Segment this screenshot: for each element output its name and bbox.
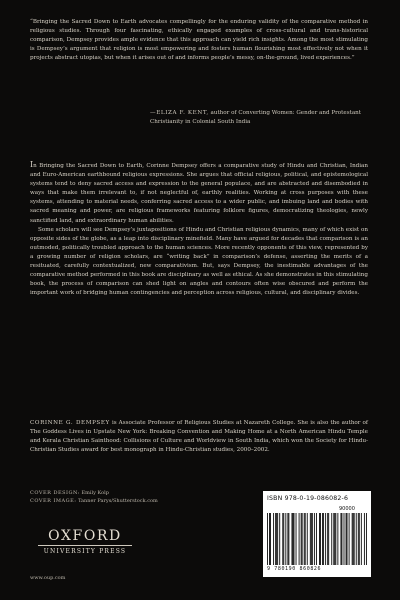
- barcode-bar: [353, 513, 354, 565]
- cover-design-credit: [30, 489, 230, 497]
- barcode-bar: [328, 513, 329, 565]
- endorser-credential: author of Converting Women: Gender and Protestant Christianity in Colonial South India: [150, 110, 362, 125]
- barcode-bar: [301, 513, 302, 565]
- barcode-bar: [334, 513, 335, 565]
- barcode-bar: [352, 513, 353, 565]
- barcode-bar: [335, 513, 336, 565]
- barcode-bar: [359, 513, 360, 565]
- cover-design-label: COVER DESIGN:: [30, 490, 80, 496]
- barcode-bar: [364, 513, 365, 565]
- barcode-bar: [312, 513, 313, 565]
- barcode-digits: 9 780190 860826: [267, 566, 322, 572]
- book-description: [30, 160, 368, 298]
- barcode-bar: [299, 513, 300, 565]
- barcode-bar: [269, 513, 270, 565]
- publisher-logo: [30, 528, 140, 556]
- barcode-bar: [316, 513, 317, 565]
- endorsement-quote: [30, 18, 368, 63]
- author-bio-text: is Associate Professor of Religious Studies at Nazareth College. She is also the author of The Goddess Lives in Upstate New York: Breaking Convention and Making Home at a North American Hindu Temple and Kerala Christian Sainthood: Collisions of Culture and Worldview in South India, which won the Society for Hindu-Christian Studies award for best monograph in Hindu-Christian studies, 2000–2002.: [30, 420, 368, 454]
- barcode-bar: [270, 513, 271, 565]
- barcode-bar: [327, 513, 328, 565]
- barcode-bar: [296, 513, 297, 565]
- drop-cap: I: [30, 160, 34, 169]
- author-name: CORINNE G. DEMPSEY: [30, 420, 110, 426]
- barcode-bar: [349, 513, 350, 565]
- barcode-bar: [346, 513, 347, 565]
- endorser-name: —ELIZA F. KENT,: [150, 110, 209, 116]
- barcode-bar: [275, 513, 276, 565]
- cover-image-label: COVER IMAGE:: [30, 498, 77, 504]
- publisher-website: www.oup.com: [30, 575, 66, 581]
- cover-image-value: Tanner Parys/Shutterstock.com: [78, 498, 158, 504]
- barcode-bar: [340, 513, 341, 565]
- barcode-bar: [307, 513, 308, 565]
- barcode-bar: [288, 513, 289, 565]
- barcode-bar: [282, 513, 283, 565]
- cover-credits: [30, 489, 230, 505]
- barcode-bar: [323, 513, 324, 565]
- barcode-panel: [263, 491, 371, 577]
- barcode-bar: [320, 513, 321, 565]
- description-paragraph-2: Some scholars will see Dempsey’s juxtapositions of Hindu and Christian religious dynamics, many of which exist on opposite sides of the globe, as a leap into disciplinary minefield. Many have argued for decades that comparison is an outmoded, politically troubled approach to the human sciences. More recently opponents of this view, represented by a growing number of religion scholars, are “writing back” in comparison’s defense, asserting the merits of a resituated, carefully contextualized, new comparativism. But, says Dempsey, the inestimable advantages of the comparative method performed in this book are disciplinary as well as ethical. As she demonstrates in this stimulating book, the process of comparison can shed light on angles and contours often wise obscured and perform the important work of bridging human contingencies and perception across religious, cultural, and disciplinary divides.: [30, 226, 368, 297]
- barcode-bar: [354, 513, 355, 565]
- barcode-bar: [337, 513, 338, 565]
- barcode-bar: [311, 513, 312, 565]
- barcode-bar: [325, 513, 326, 565]
- barcode-bar: [283, 513, 284, 565]
- barcode-bar: [331, 513, 332, 565]
- barcode-bar: [305, 513, 306, 565]
- barcode-bar: [304, 513, 305, 565]
- barcode-bar: [302, 513, 303, 565]
- description-paragraph-1-text: n Bringing the Sacred Down to Earth, Corinne Dempsey offers a comparative study of Hindu and Christian, Indian and Euro-American earthbound religious expressions. She argues that official religious, political, and epistemological systems tend to deny sacred access and expression to the general populace, and are abstracted and disembodied in ways that make them irrelevant to, if not neglectful of, earthly realities. Working at cross purposes with these systems, attending to material needs, conferring sacred access to a wider public, and imbuing land and bodies with sacred meaning and power, are religious frameworks featuring folklore figures, democratizing theologies, newly sanctified land, and extraordinary human abilities.: [30, 163, 368, 224]
- publisher-name: OXFORD: [48, 528, 122, 544]
- barcode-bar: [276, 513, 277, 565]
- barcode-bar: [285, 513, 286, 565]
- barcode-bar: [310, 513, 311, 565]
- barcode-bar: [322, 513, 323, 565]
- barcode-bar: [356, 513, 357, 565]
- author-bio: [30, 419, 368, 455]
- description-paragraph-1: [30, 160, 368, 226]
- barcode-bar: [358, 513, 359, 565]
- barcode-bar: [361, 513, 362, 565]
- barcode-bar: [273, 513, 274, 565]
- endorsement-attribution: [150, 109, 375, 127]
- barcode-bar: [277, 513, 278, 565]
- barcode-bar: [333, 513, 334, 565]
- cover-image-credit: [30, 497, 230, 505]
- barcode-bars: [267, 513, 367, 565]
- barcode-bar: [293, 513, 294, 565]
- barcode-bar: [347, 513, 348, 565]
- endorsement-text: “Bringing the Sacred Down to Earth advocates compellingly for the enduring validity of the comparative method in religious studies. Through four fascinating, ethically engaged examples of cross-cultural and trans-historical comparison, Dempsey provides ample evidence that this approach can yield rich insights. Among the most stimulating is Dempsey’s argument that religion is most empowering and fosters human flourishing most effectively not when it projects abstract utopias, but when it arises out of and informs people’s messy, on-the-ground, lived experiences.”: [30, 19, 368, 62]
- cover-design-value: Emily Kolp: [81, 490, 109, 496]
- isbn-text: ISBN 978-0-19-086082-6: [267, 495, 349, 502]
- barcode-bar: [344, 513, 345, 565]
- barcode-bar: [287, 513, 288, 565]
- barcode-bar: [291, 513, 292, 565]
- barcode-bar: [366, 513, 367, 565]
- price-code: 90000: [339, 506, 355, 512]
- barcode-bar: [319, 513, 320, 565]
- barcode-bar: [267, 513, 268, 565]
- barcode-bar: [314, 513, 315, 565]
- logo-rule: [38, 545, 132, 546]
- barcode-bar: [341, 513, 342, 565]
- publisher-subname: UNIVERSITY PRESS: [43, 547, 127, 555]
- barcode-bar: [294, 513, 295, 565]
- barcode-bar: [279, 513, 280, 565]
